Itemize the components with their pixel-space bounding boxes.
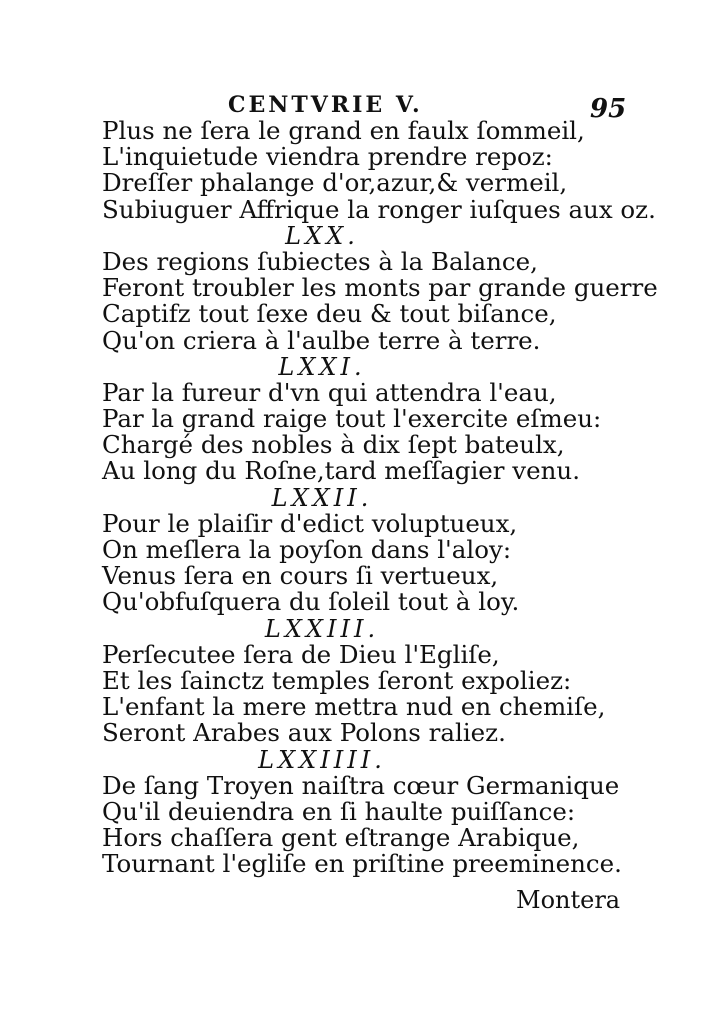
verse-text [102,116,658,879]
quatrain-number: LXXI. [278,352,366,381]
quatrain-lxxiii [102,616,622,747]
verse-line: Pour le plaiſir d'edict voluptueux, [102,508,518,538]
verse-line: Seront Arabes aux Polons raliez. [102,718,506,748]
verse-line: Au long du Roſne,tard meſſagier venu. [102,456,580,486]
verse-line: Plus ne ſera le grand en faulx ſommeil, [102,116,585,145]
verse-line: Chargé des nobles à dix ſept bateulx, [102,430,565,460]
quatrain-number: LXXIII. [264,614,380,643]
verse-line: On meſlera la poyſon dans l'aloy: [102,535,512,564]
verse-line: Par la grand raige tout l'exercite eſmeu: [102,404,602,434]
quatrain-lxix [102,116,656,224]
verse-line: Des regions ſubiectes à la Balance, [102,246,538,276]
quatrain-lxxi [102,354,622,485]
verse-line: Qu'on criera à l'aulbe terre à terre. [102,325,541,355]
quatrain-number: LXX. [285,221,359,250]
verse-line: Et les ſainctz temples ſeront expoliez: [102,665,572,695]
quatrain-lxxiiii [102,747,622,878]
page-number: 95 [590,94,627,124]
verse-line: Subiuguer Affrique la ronger iuſques aux oz. [102,194,656,224]
verse-line: Hors chaſſera gent eſtrange Arabique, [102,823,580,853]
quatrain-number: LXXIIII. [258,745,386,774]
verse-line: L'enfant la mere mettra nud en chemiſe, [102,692,606,722]
verse-line: De ſang Troyen naiſtra cœur Germanique [102,770,620,800]
verse-line: Par la fureur d'vn qui attendra l'eau, [102,377,557,407]
verse-line: L'inquietude viendra prendre repoz: [102,142,553,172]
verse-line: Perſecutee ſera de Dieu l'Egliſe, [102,639,500,669]
verse-line: Dreſſer phalange d'or,azur,& vermeil, [102,168,568,198]
verse-line: Qu'il deuiendra en ſi haulte puiſſance: [102,796,576,826]
verse-line: Captifz tout ſexe deu & tout biſance, [102,299,557,329]
quatrain-lxxii [102,485,622,616]
running-head: CENTVRIE V. [228,92,423,118]
verse-line: Feront troubler les monts par grande guerre [102,273,658,303]
verse-line: Venus ſera en cours ſi vertueux, [102,561,499,591]
verse-line: Tournant l'egliſe en priſtine preeminence. [102,849,622,879]
quatrain-lxx [102,221,658,355]
catchword: Montera [516,886,621,914]
verse-line: Qu'obfuſquera du ſoleil tout à loy. [102,587,520,617]
quatrain-number: LXXII. [271,483,373,512]
